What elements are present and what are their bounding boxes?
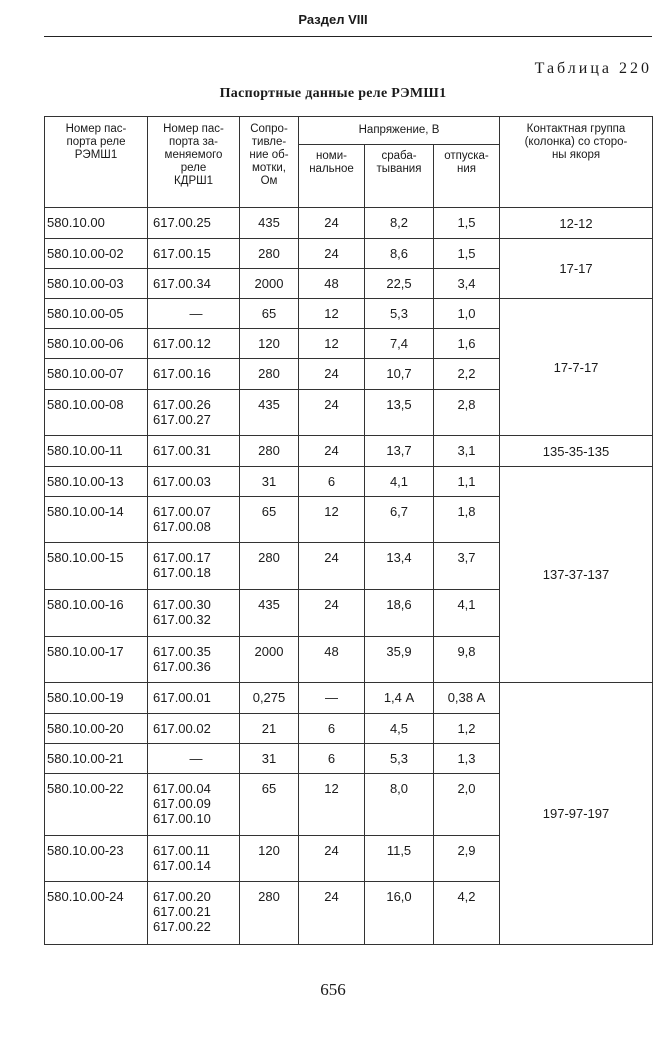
header-rule: [44, 36, 652, 37]
kdrsh-number: 617.00.12: [153, 336, 211, 351]
nominal-voltage-cell: 24: [299, 590, 365, 637]
resistance-cell: 65: [240, 299, 299, 329]
release-voltage-cell: 2,9: [434, 836, 500, 882]
header-line: реле: [180, 162, 207, 174]
passport-rem-cell: 580.10.00-16: [45, 590, 148, 637]
pickup-voltage-cell: 13,5: [365, 390, 434, 436]
passport-kdrsh-cell: [148, 744, 240, 774]
release-voltage-cell: 2,0: [434, 774, 500, 836]
kdrsh-number: 617.00.17: [153, 550, 211, 565]
passport-kdrsh-cell: [148, 239, 240, 269]
passport-kdrsh-cell: [148, 436, 240, 467]
kdrsh-number: 617.00.01: [153, 690, 211, 705]
table-row: [45, 467, 653, 497]
pickup-voltage-cell: 13,7: [365, 436, 434, 467]
passport-kdrsh-cell: [148, 467, 240, 497]
nominal-voltage-cell: 6: [299, 467, 365, 497]
pickup-voltage-cell: 10,7: [365, 359, 434, 390]
header-passport-kdrsh: [148, 117, 240, 208]
header-line: сраба-: [381, 150, 417, 162]
passport-kdrsh-cell: [148, 359, 240, 390]
resistance-cell: 280: [240, 359, 299, 390]
table-title: Паспортные данные реле РЭМШ1: [219, 86, 447, 101]
passport-rem-cell: 580.10.00-21: [45, 744, 148, 774]
pickup-voltage-cell: 4,5: [365, 714, 434, 744]
release-voltage-cell: 3,7: [434, 543, 500, 590]
contact-group-cell: 135-35-135: [500, 436, 653, 467]
nominal-voltage-cell: 12: [299, 329, 365, 359]
release-voltage-cell: 4,1: [434, 590, 500, 637]
passport-kdrsh-cell: [148, 497, 240, 543]
pickup-voltage-cell: 16,0: [365, 882, 434, 945]
passport-kdrsh-cell: [148, 269, 240, 299]
passport-rem-cell: 580.10.00-08: [45, 390, 148, 436]
page-number: 656: [320, 980, 346, 999]
kdrsh-number: 617.00.22: [153, 919, 211, 934]
kdrsh-number: 617.00.30: [153, 597, 211, 612]
kdrsh-number: 617.00.36: [153, 659, 211, 674]
header-line: РЭМШ1: [74, 149, 118, 161]
header-passport-rem: [45, 117, 148, 208]
release-voltage-cell: 2,2: [434, 359, 500, 390]
nominal-voltage-cell: 24: [299, 543, 365, 590]
header-contact-group: [500, 117, 653, 208]
passport-rem-cell: 580.10.00: [45, 208, 148, 239]
passport-rem-cell: 580.10.00-23: [45, 836, 148, 882]
kdrsh-number: 617.00.02: [153, 721, 211, 736]
header-pickup: [365, 145, 434, 208]
resistance-cell: 2000: [240, 269, 299, 299]
passport-kdrsh-cell: [148, 683, 240, 714]
nominal-voltage-cell: 12: [299, 497, 365, 543]
kdrsh-number: 617.00.16: [153, 366, 211, 381]
header-line: Контактная группа: [526, 123, 626, 135]
header-line: нальное: [309, 163, 354, 175]
header-line: тывания: [376, 163, 422, 175]
release-voltage-cell: 9,8: [434, 637, 500, 683]
nominal-voltage-cell: 24: [299, 882, 365, 945]
header-line: Сопро-: [250, 123, 288, 135]
nominal-voltage-cell: 6: [299, 714, 365, 744]
passport-kdrsh-cell: [148, 637, 240, 683]
kdrsh-number: 617.00.31: [153, 443, 211, 458]
passport-rem-cell: 580.10.00-07: [45, 359, 148, 390]
passport-kdrsh-cell: [148, 543, 240, 590]
header-line: (колонка) со сторо-: [524, 136, 628, 148]
release-voltage-cell: 4,2: [434, 882, 500, 945]
nominal-voltage-cell: 24: [299, 390, 365, 436]
header-line: ны якоря: [551, 149, 601, 161]
relay-table: [44, 116, 653, 945]
contact-group-cell: 137-37-137: [500, 467, 653, 683]
passport-rem-cell: 580.10.00-14: [45, 497, 148, 543]
resistance-cell: 65: [240, 774, 299, 836]
release-voltage-cell: 2,8: [434, 390, 500, 436]
header-line: Номер пас-: [163, 123, 224, 135]
resistance-cell: 31: [240, 744, 299, 774]
kdrsh-number: 617.00.32: [153, 612, 211, 627]
passport-kdrsh-cell: [148, 882, 240, 945]
passport-rem-cell: 580.10.00-13: [45, 467, 148, 497]
contact-group-cell: 17-7-17: [500, 299, 653, 436]
pickup-voltage-cell: 22,5: [365, 269, 434, 299]
header-line: отпуска-: [444, 150, 489, 162]
passport-rem-cell: 580.10.00-19: [45, 683, 148, 714]
pickup-voltage-cell: 1,4 А: [365, 683, 434, 714]
header-line: порта реле: [66, 136, 126, 148]
pickup-voltage-cell: 5,3: [365, 744, 434, 774]
kdrsh-number: 617.00.18: [153, 565, 211, 580]
resistance-cell: 65: [240, 497, 299, 543]
table-row: [45, 239, 653, 269]
kdrsh-number: 617.00.10: [153, 811, 211, 826]
nominal-voltage-cell: —: [299, 683, 365, 714]
resistance-cell: 31: [240, 467, 299, 497]
nominal-voltage-cell: 24: [299, 239, 365, 269]
pickup-voltage-cell: 7,4: [365, 329, 434, 359]
header-voltage: Напряжение, В: [299, 117, 500, 145]
kdrsh-number: —: [189, 306, 203, 321]
header-nominal: [299, 145, 365, 208]
passport-kdrsh-cell: [148, 329, 240, 359]
passport-rem-cell: 580.10.00-24: [45, 882, 148, 945]
kdrsh-number: 617.00.08: [153, 519, 211, 534]
relay-table-body: [45, 208, 653, 945]
header-line: меняемого: [164, 149, 223, 161]
pickup-voltage-cell: 18,6: [365, 590, 434, 637]
kdrsh-number: —: [189, 751, 203, 766]
kdrsh-number: 617.00.25: [153, 215, 211, 230]
passport-rem-cell: 580.10.00-06: [45, 329, 148, 359]
release-voltage-cell: 3,1: [434, 436, 500, 467]
table-row: [45, 436, 653, 467]
passport-rem-cell: 580.10.00-20: [45, 714, 148, 744]
table-number: Таблица 220: [534, 60, 652, 77]
release-voltage-cell: 3,4: [434, 269, 500, 299]
pickup-voltage-cell: 5,3: [365, 299, 434, 329]
header-line: КДРШ1: [173, 175, 214, 187]
passport-kdrsh-cell: [148, 390, 240, 436]
nominal-voltage-cell: 48: [299, 637, 365, 683]
release-voltage-cell: 1,6: [434, 329, 500, 359]
passport-kdrsh-cell: [148, 714, 240, 744]
release-voltage-cell: 0,38 А: [434, 683, 500, 714]
kdrsh-number: 617.00.11: [153, 843, 210, 858]
kdrsh-number: 617.00.04: [153, 781, 211, 796]
passport-kdrsh-cell: [148, 299, 240, 329]
kdrsh-number: 617.00.09: [153, 796, 211, 811]
header-line: порта за-: [169, 136, 218, 148]
kdrsh-number: 617.00.15: [153, 246, 211, 261]
header-release: [434, 145, 500, 208]
kdrsh-number: 617.00.07: [153, 504, 211, 519]
nominal-voltage-cell: 12: [299, 774, 365, 836]
header-resistance: [240, 117, 299, 208]
pickup-voltage-cell: 13,4: [365, 543, 434, 590]
contact-group-cell: 12-12: [500, 208, 653, 239]
nominal-voltage-cell: 6: [299, 744, 365, 774]
nominal-voltage-cell: 24: [299, 836, 365, 882]
resistance-cell: 435: [240, 590, 299, 637]
passport-rem-cell: 580.10.00-05: [45, 299, 148, 329]
section-header: Раздел VIII: [298, 12, 368, 27]
passport-rem-cell: 580.10.00-11: [45, 436, 148, 467]
kdrsh-number: 617.00.21: [153, 904, 211, 919]
pickup-voltage-cell: 11,5: [365, 836, 434, 882]
kdrsh-number: 617.00.26: [153, 397, 211, 412]
pickup-voltage-cell: 4,1: [365, 467, 434, 497]
header-line: ние об-: [249, 149, 289, 161]
resistance-cell: 280: [240, 436, 299, 467]
pickup-voltage-cell: 8,2: [365, 208, 434, 239]
release-voltage-cell: 1,2: [434, 714, 500, 744]
pickup-voltage-cell: 8,6: [365, 239, 434, 269]
resistance-cell: 280: [240, 543, 299, 590]
passport-kdrsh-cell: [148, 590, 240, 637]
release-voltage-cell: 1,8: [434, 497, 500, 543]
resistance-cell: 280: [240, 882, 299, 945]
kdrsh-number: 617.00.35: [153, 644, 211, 659]
release-voltage-cell: 1,1: [434, 467, 500, 497]
nominal-voltage-cell: 24: [299, 208, 365, 239]
resistance-cell: 435: [240, 208, 299, 239]
resistance-cell: 2000: [240, 637, 299, 683]
release-voltage-cell: 1,5: [434, 239, 500, 269]
passport-rem-cell: 580.10.00-02: [45, 239, 148, 269]
passport-kdrsh-cell: [148, 774, 240, 836]
header-line: номи-: [316, 150, 347, 162]
contact-group-cell: 197-97-197: [500, 683, 653, 945]
table-row: [45, 683, 653, 714]
header-line: мотки,: [252, 162, 286, 174]
table-row: [45, 208, 653, 239]
kdrsh-number: 617.00.27: [153, 412, 211, 427]
passport-rem-cell: 580.10.00-15: [45, 543, 148, 590]
nominal-voltage-cell: 12: [299, 299, 365, 329]
passport-kdrsh-cell: [148, 208, 240, 239]
resistance-cell: 120: [240, 836, 299, 882]
kdrsh-number: 617.00.34: [153, 276, 211, 291]
pickup-voltage-cell: 6,7: [365, 497, 434, 543]
passport-rem-cell: 580.10.00-03: [45, 269, 148, 299]
resistance-cell: 280: [240, 239, 299, 269]
nominal-voltage-cell: 24: [299, 359, 365, 390]
resistance-cell: 21: [240, 714, 299, 744]
resistance-cell: 0,275: [240, 683, 299, 714]
release-voltage-cell: 1,0: [434, 299, 500, 329]
header-line: ния: [456, 163, 476, 175]
nominal-voltage-cell: 48: [299, 269, 365, 299]
passport-kdrsh-cell: [148, 836, 240, 882]
header-line: Номер пас-: [65, 123, 127, 135]
passport-rem-cell: 580.10.00-22: [45, 774, 148, 836]
pickup-voltage-cell: 35,9: [365, 637, 434, 683]
kdrsh-number: 617.00.03: [153, 474, 211, 489]
release-voltage-cell: 1,5: [434, 208, 500, 239]
passport-rem-cell: 580.10.00-17: [45, 637, 148, 683]
table-row: [45, 299, 653, 329]
header-line: тивле-: [251, 136, 287, 148]
kdrsh-number: 617.00.14: [153, 858, 211, 873]
pickup-voltage-cell: 8,0: [365, 774, 434, 836]
release-voltage-cell: 1,3: [434, 744, 500, 774]
header-line: Ом: [260, 175, 278, 187]
contact-group-cell: 17-17: [500, 239, 653, 299]
kdrsh-number: 617.00.20: [153, 889, 211, 904]
resistance-cell: 120: [240, 329, 299, 359]
resistance-cell: 435: [240, 390, 299, 436]
nominal-voltage-cell: 24: [299, 436, 365, 467]
